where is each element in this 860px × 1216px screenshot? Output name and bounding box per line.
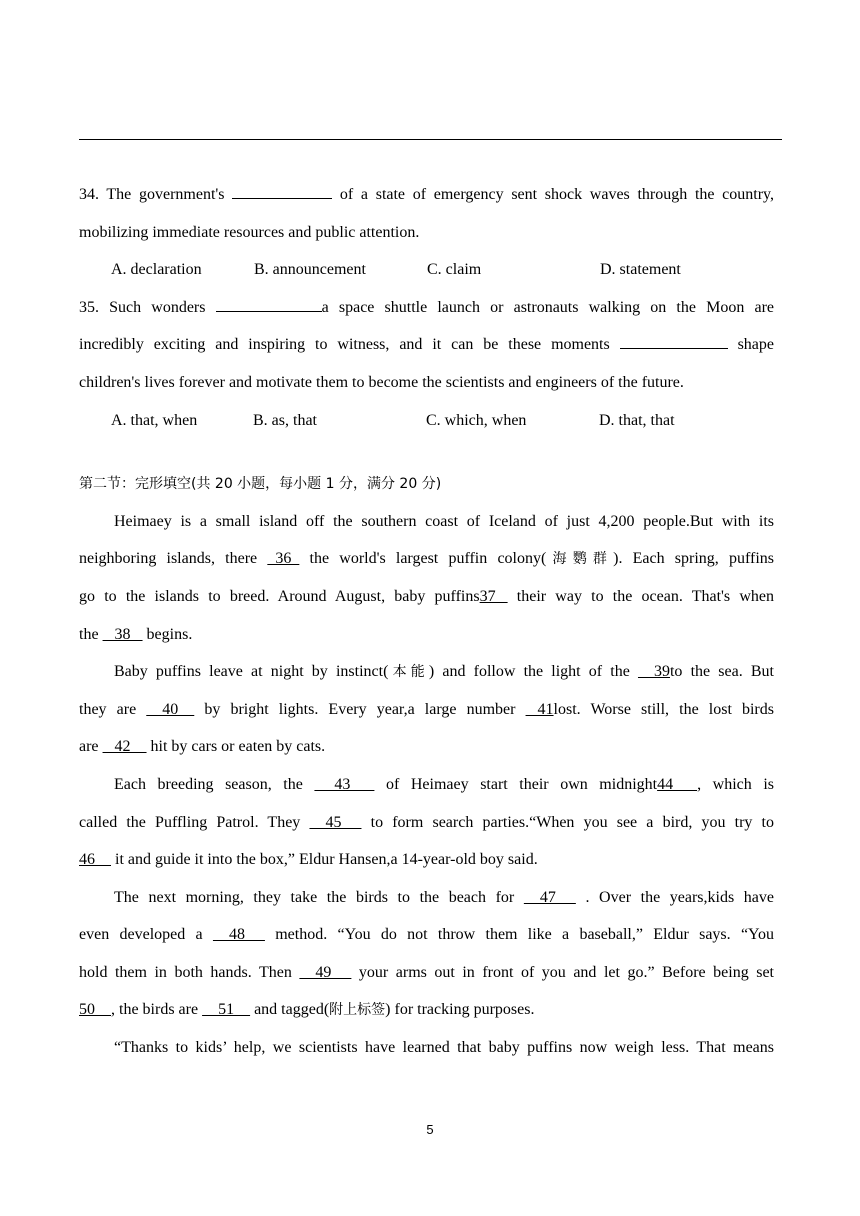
q34-line-1 — [79, 176, 774, 214]
q34-option-b: B. announcement — [254, 261, 366, 279]
blank-51: 51 — [202, 1001, 251, 1019]
passage-p1-line-2: neighboring islands, there 36 the world's largest puffin colony(海鹦群). Each spring, puffins — [79, 540, 774, 578]
q35-option-d: D. that, that — [599, 411, 675, 429]
blank-41: 41 — [525, 700, 554, 718]
q34-stem-start: 34. The government's — [79, 186, 225, 203]
passage-p3-line-2: called the Puffling Patrol. They 45 to form search parties.“When you see a bird, you try to — [79, 804, 774, 842]
blank-47: 47 — [523, 888, 576, 906]
passage-p3-line-1: Each breeding season, the 43 of Heimaey start their own midnight44 , which is — [79, 766, 774, 804]
passage-p2-line-1: Baby puffins leave at night by instinct(本能) and follow the light of the 39to the sea. But — [79, 653, 774, 691]
blank-37: 37 — [479, 587, 508, 605]
q34-options — [79, 251, 774, 289]
header-rule — [79, 139, 782, 140]
passage-p4-line-1: The next morning, they take the birds to the beach for 47 . Over the years,kids have — [79, 879, 774, 917]
q35-stem-end: shape — [737, 336, 775, 354]
q34-option-d: D. statement — [600, 261, 681, 279]
q35-stem-mid: a space shuttle launch or astronauts walking on the Moon are — [321, 298, 775, 316]
q35-answer-blank-2 — [620, 348, 728, 349]
blank-50: 50 — [79, 1001, 111, 1019]
q35-line-2 — [79, 326, 774, 364]
q35-stem-start: 35. Such wonders — [79, 298, 206, 316]
passage-p4-line-4: 50 , the birds are 51 and tagged(附上标签) for tracking purposes. — [79, 991, 774, 1029]
passage-p4-line-2: even developed a 48 method. “You do not throw them like a baseball,” Eldur says. “You — [79, 916, 774, 954]
blank-36: 36 — [267, 550, 300, 568]
passage-p1-line-1: Heimaey is a small island off the southern coast of Iceland of just 4,200 people.But with its — [114, 512, 774, 530]
q34-line-2: mobilizing immediate resources and public attention. — [79, 223, 420, 241]
blank-38: 38 — [102, 625, 143, 643]
q35-option-a: A. that, when — [111, 411, 198, 429]
passage-p4-line-3: hold them in both hands. Then 49 your arms out in front of you and let go.” Before being set — [79, 954, 774, 992]
blank-46: 46 — [79, 851, 111, 869]
q35-option-c: C. which, when — [426, 411, 527, 429]
q35-line-3: children's lives forever and motivate them to become the scientists and engineers of the future. — [79, 373, 684, 391]
passage-p3-line-3: 46 it and guide it into the box,” Eldur Hansen,a 14-year-old boy said. — [79, 841, 774, 879]
blank-48: 48 — [212, 926, 265, 944]
blank-44: 44 — [657, 775, 698, 793]
blank-42: 42 — [102, 738, 147, 756]
passage-p1-line-4: the 38 begins. — [79, 616, 774, 654]
q34-stem-end: of a state of emergency sent shock waves through the country, — [339, 186, 775, 203]
blank-49: 49 — [299, 963, 352, 981]
blank-40: 40 — [146, 700, 195, 718]
passage-p1-line-3: go to the islands to breed. Around August, baby puffins37 their way to the ocean. That's when — [79, 578, 774, 616]
q35-options — [79, 402, 774, 440]
q35-stem-cont: incredibly exciting and inspiring to witness, and it can be these moments — [79, 336, 610, 354]
blank-39: 39 — [637, 663, 670, 681]
page-content — [79, 176, 774, 1067]
passage-p2-line-2: they are 40 by bright lights. Every year,a large number 41lost. Worse still, the lost birds — [79, 691, 774, 729]
q35-line-1 — [79, 289, 774, 327]
q35-answer-blank-1 — [216, 311, 322, 312]
blank-43: 43 — [314, 775, 375, 793]
section-heading: 第二节：完形填空(共 20 小题，每小题 1 分，满分 20 分) — [79, 476, 442, 493]
q35-option-b: B. as, that — [253, 411, 317, 429]
passage-p5-line-1: “Thanks to kids’ help, we scientists have learned that baby puffins now weigh less. That means — [114, 1039, 774, 1057]
q34-option-c: C. claim — [427, 261, 482, 279]
passage-p2-line-3: are 42 hit by cars or eaten by cats. — [79, 728, 774, 766]
q34-option-a: A. declaration — [111, 261, 202, 279]
q34-answer-blank — [232, 198, 332, 199]
page-number: 5 — [426, 1122, 434, 1137]
blank-45: 45 — [309, 813, 362, 831]
